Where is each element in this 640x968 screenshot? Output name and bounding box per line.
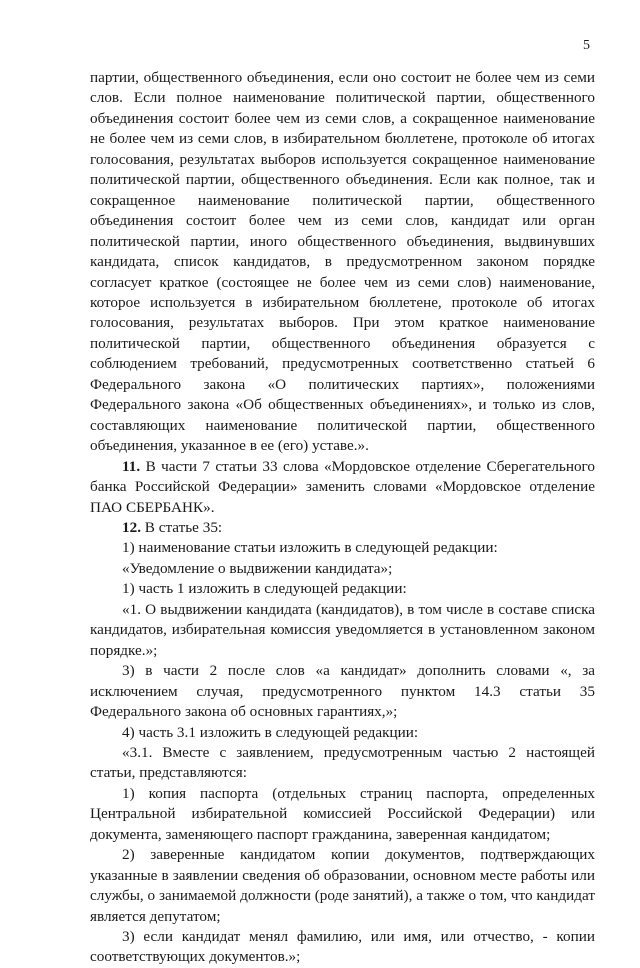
paragraph: 1) часть 1 изложить в следующей редакции:	[122, 580, 407, 598]
item-text: В части 7 статьи 33 слова «Мордовское отделение Сберегательного банка Российской Федерации» заменить словами «Мордовское отделение ПАО СБЕРБАНК».	[90, 457, 595, 516]
item-number: 12.	[122, 518, 141, 536]
paragraph: партии, общественного объединения, если оно состоит не более чем из семи слов. Если полное наименование политической партии, общественного объединения состоит более чем из семи слов, а сокращенное наименование не более чем из семи слов, в избирательном бюллетене, протоколе об итогах голосования, результатах выборов используется сокращенное наименование политической партии, общественного объединения. Если как полное, так и сокращенное наименование политической партии, общественного объединения состоит более чем из семи слов, кандидат или орган политической партии, иного общественного объединения, выдвинувших кандидата, список кандидатов, в предусмотренном законом порядке согласует краткое (состоящее не более чем из семи слов) наименование, которое используется в избирательном бюллетене, протоколе об итогах голосования, результатах выборов. При этом краткое наименование политической партии, общественного объединения образуется с соблюдением требований, предусмотренных соответственно статьей 6 Федерального закона «О политических партиях», положениями Федерального закона «Об общественных объединениях», и только из слов, составляющих наименование политической партии, общественного объединения, указанное в ее (его) уставе.».	[90, 69, 595, 455]
paragraph: 1) наименование статьи изложить в следующей редакции:	[122, 539, 498, 557]
item-number: 11.	[122, 457, 141, 475]
paragraph: 4) часть 3.1 изложить в следующей редакции:	[122, 723, 419, 741]
paragraph: 3) если кандидат менял фамилию, или имя, или отчество, - копии соответствующих документов.»;	[90, 928, 595, 966]
document-body	[90, 68, 595, 968]
paragraph: «3.1. Вместе с заявлением, предусмотренным частью 2 настоящей статьи, представляются:	[90, 743, 595, 782]
item-text: В статье 35:	[140, 518, 223, 536]
paragraph: «1. О выдвижении кандидата (кандидатов), в том числе в составе списка кандидатов, избирательная комиссия уведомляется в установленном законом порядке.»;	[90, 600, 595, 659]
paragraph: «Уведомление о выдвижении кандидата»;	[122, 559, 393, 577]
paragraph-item-12	[90, 518, 595, 538]
paragraph: 1) копия паспорта (отдельных страниц паспорта, определенных Центральной избирательной комиссией Российской Федерации) или документа, заменяющего паспорт гражданина, заверенная кандидатом;	[90, 784, 595, 843]
page-number: 5	[583, 38, 590, 53]
paragraph: 3) в части 2 после слов «а кандидат» дополнить словами «, за исключением случая, предусмотренного пунктом 14.3 статьи 35 Федерального закона об основных гарантиях,»;	[90, 662, 595, 721]
paragraph: 2) заверенные кандидатом копии документов, подтверждающих указанные в заявлении сведения об образовании, основном месте работы или службы, о занимаемой должности (роде занятий), а также о том, что кандидат является депутатом;	[90, 846, 595, 925]
paragraph-item-11	[90, 457, 595, 518]
